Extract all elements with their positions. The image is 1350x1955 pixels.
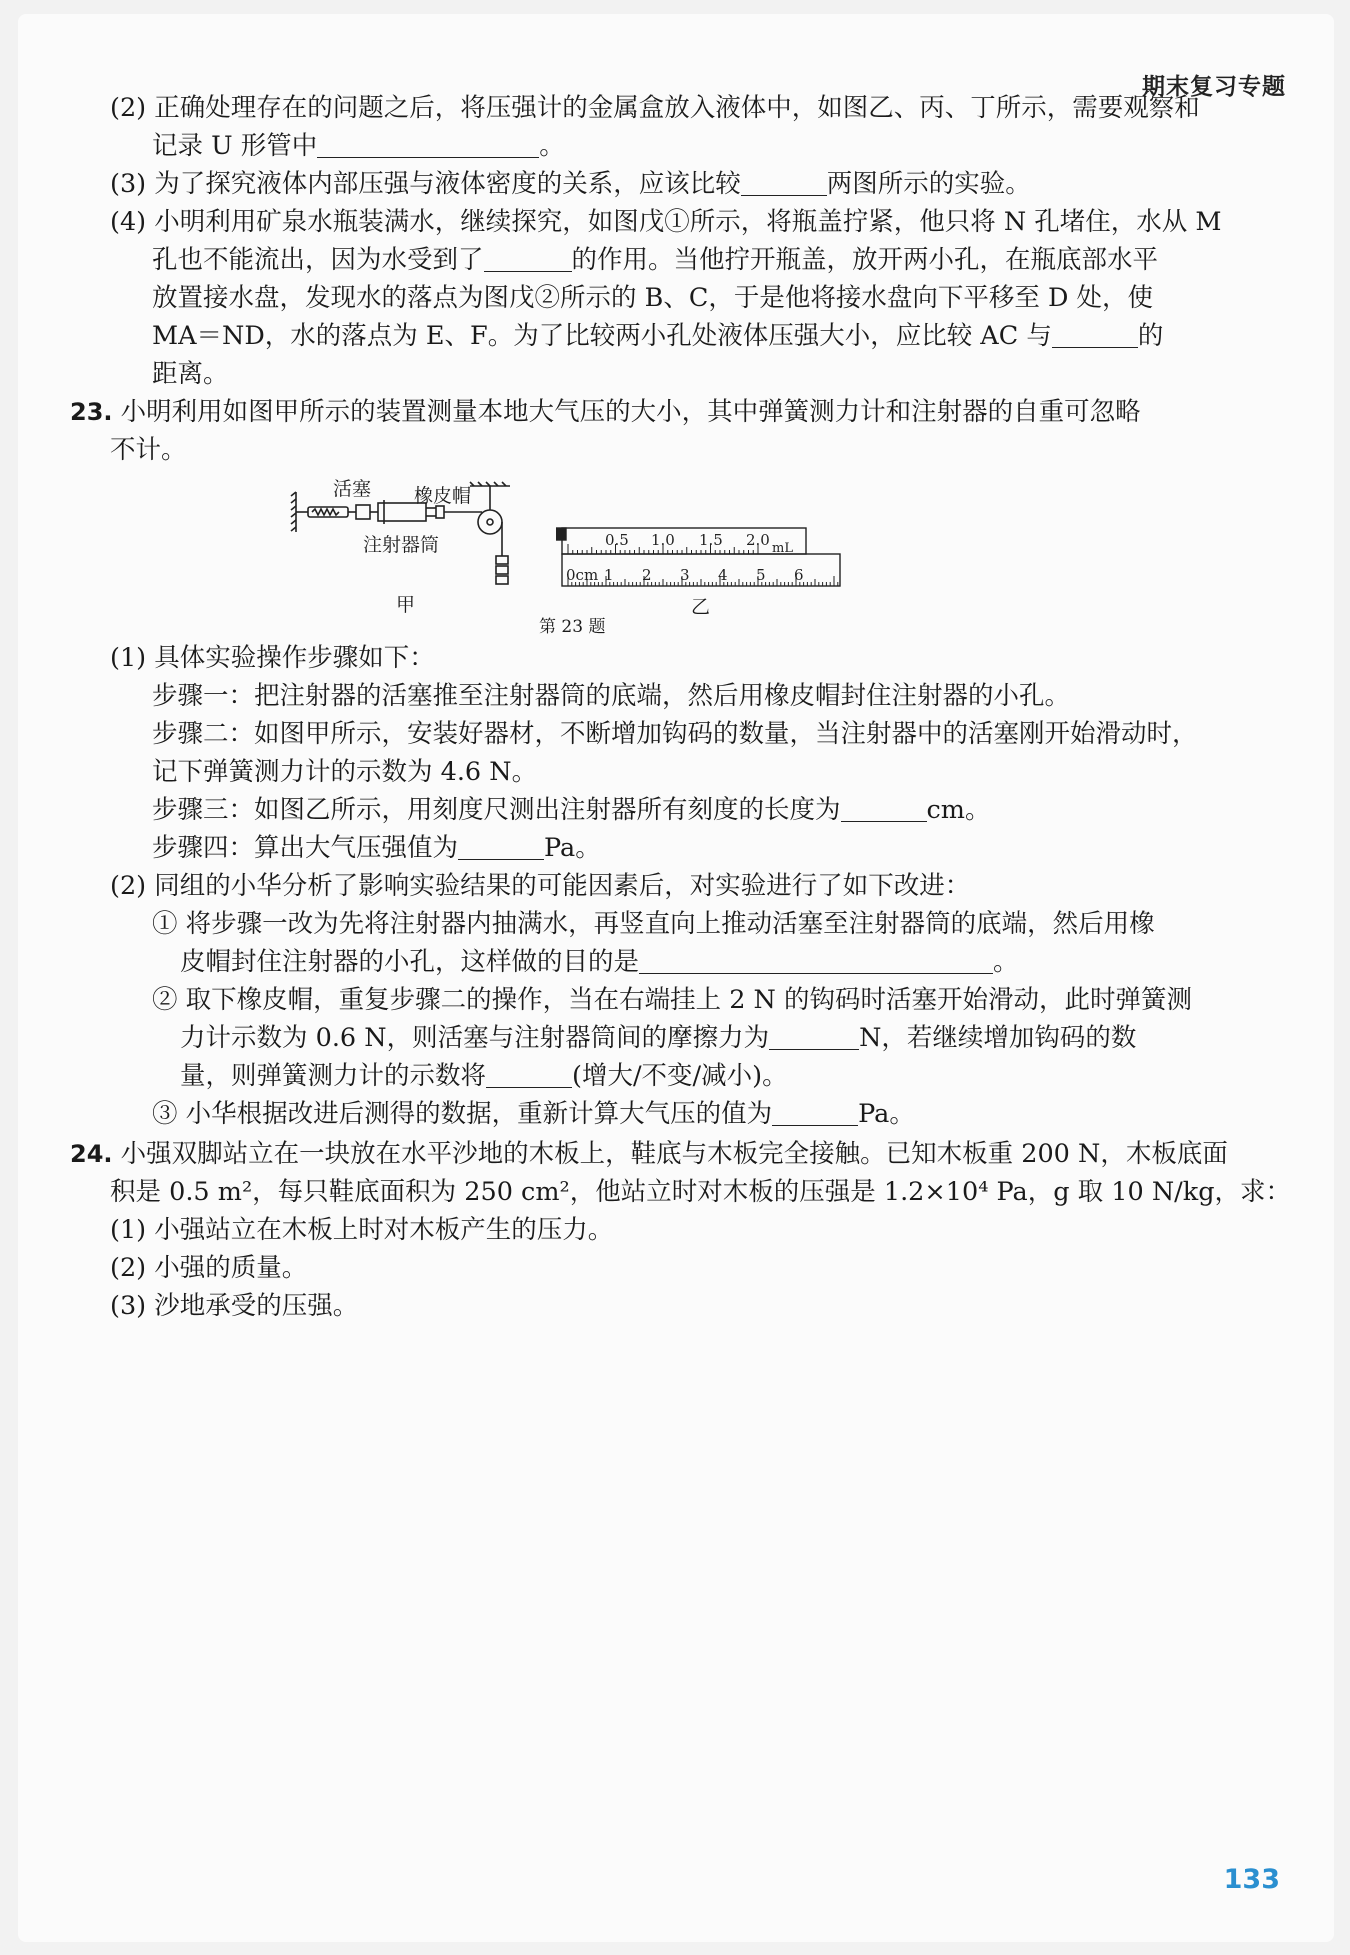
label-piston: 活塞 bbox=[333, 478, 372, 500]
q23-stem-line2: 不计。 bbox=[110, 435, 187, 465]
ruler-tick-label: 2 bbox=[642, 566, 652, 584]
q23-step4: 步骤四：算出大气压强值为 Pa。 bbox=[152, 833, 601, 863]
page-header: 期末复习专题 bbox=[1142, 74, 1286, 100]
q22-part4-line2: 孔也不能流出，因为水受到了 的作用。当他拧开瓶盖，放开两小孔，在瓶底部水平 bbox=[152, 245, 1159, 275]
q23-change2-line1: ② 取下橡皮帽，重复步骤二的操作，当在右端挂上 2 N 的钩码时活塞开始滑动，此时弹簧测 bbox=[152, 985, 1192, 1015]
label-jia: 甲 bbox=[396, 594, 416, 616]
q24-part2: (2) 小强的质量。 bbox=[110, 1253, 308, 1283]
figure-jia-apparatus bbox=[290, 470, 530, 588]
q23-part1: (1) 具体实验操作步骤如下： bbox=[110, 643, 435, 673]
answer-blank[interactable] bbox=[486, 1061, 572, 1088]
syringe-tick-label: 1.5 bbox=[699, 531, 723, 549]
question-number: 23. bbox=[70, 398, 113, 426]
q23-change3: ③ 小华根据改进后测得的数据，重新计算大气压的值为 Pa。 bbox=[152, 1099, 915, 1129]
answer-blank[interactable] bbox=[458, 833, 544, 860]
q22-part4-line3: 放置接水盘，发现水的落点为图戊②所示的 B、C，于是他将接水盘向下平移至 D 处，使 bbox=[152, 283, 1154, 313]
q23-step2-line2: 记下弹簧测力计的示数为 4.6 N。 bbox=[152, 757, 538, 787]
syringe-tick-label: 0.5 bbox=[605, 531, 629, 549]
q22-part2-line1: (2) 正确处理存在的问题之后，将压强计的金属盒放入液体中，如图乙、丙、丁所示，需要观察和 bbox=[110, 93, 1200, 123]
q23-part2: (2) 同组的小华分析了影响实验结果的可能因素后，对实验进行了如下改进： bbox=[110, 871, 971, 901]
q23-step2-line1: 步骤二：如图甲所示，安装好器材，不断增加钩码的数量，当注射器中的活塞刚开始滑动时， bbox=[152, 719, 1198, 749]
q23-change1-line1: ① 将步骤一改为先将注射器内抽满水，再竖直向上推动活塞至注射器筒的底端，然后用橡 bbox=[152, 909, 1155, 939]
q23-step1: 步骤一：把注射器的活塞推至注射器筒的底端，然后用橡皮帽封住注射器的小孔。 bbox=[152, 681, 1071, 711]
question-number: 24. bbox=[70, 1140, 113, 1168]
q23-change1-line2: 皮帽封住注射器的小孔，这样做的目的是 。 bbox=[180, 947, 1019, 977]
label-syringe-barrel: 注射器筒 bbox=[363, 534, 440, 556]
figure-caption: 第 23 题 bbox=[539, 617, 606, 637]
q22-part4-line4: MA＝ND，水的落点为 E、F。为了比较两小孔处液体压强大小，应比较 AC 与 的 bbox=[152, 321, 1164, 351]
ruler-tick-label: 5 bbox=[756, 566, 766, 584]
answer-blank[interactable] bbox=[772, 1099, 858, 1126]
answer-blank[interactable] bbox=[769, 1023, 859, 1050]
q23-step3: 步骤三：如图乙所示，用刻度尺测出注射器所有刻度的长度为 cm。 bbox=[152, 795, 991, 825]
q22-part4-line1: (4) 小明利用矿泉水瓶装满水，继续探究，如图戊①所示，将瓶盖拧紧，他只将 N 孔堵住，水从 M bbox=[110, 207, 1222, 237]
ruler-tick-label: 4 bbox=[718, 566, 728, 584]
syringe-tick-label: 1.0 bbox=[651, 531, 675, 549]
page-number: 133 bbox=[1223, 1864, 1280, 1895]
q22-part2-line2: 记录 U 形管中 。 bbox=[152, 131, 565, 161]
answer-blank[interactable] bbox=[841, 795, 927, 822]
ruler-zero-label: 0cm bbox=[566, 566, 599, 584]
q22-part3-line: (3) 为了探究液体内部压强与液体密度的关系，应该比较 两图所示的实验。 bbox=[110, 169, 1031, 199]
answer-blank[interactable] bbox=[484, 245, 572, 272]
q22-part4-line5: 距离。 bbox=[152, 359, 229, 389]
q23-stem-line1: 23. 小明利用如图甲所示的装置测量本地大气压的大小，其中弹簧测力计和注射器的自重可忽略 bbox=[70, 397, 1141, 427]
q24-stem-line1: 24. 小强双脚站立在一块放在水平沙地的木板上，鞋底与木板完全接触。已知木板重 200 N，木板底面 bbox=[70, 1139, 1228, 1169]
ruler-tick-label: 1 bbox=[604, 566, 614, 584]
q24-part3: (3) 沙地承受的压强。 bbox=[110, 1291, 359, 1321]
syringe-unit: mL bbox=[772, 541, 793, 556]
figure-yi-syringe-ruler bbox=[556, 524, 846, 590]
answer-blank[interactable] bbox=[741, 169, 827, 196]
answer-blank[interactable] bbox=[639, 947, 993, 974]
answer-blank[interactable] bbox=[1052, 321, 1138, 348]
q23-change2-line2: 力计示数为 0.6 N，则活塞与注射器筒间的摩擦力为 N，若继续增加钩码的数 bbox=[180, 1023, 1137, 1053]
q23-change2-line3: 量，则弹簧测力计的示数将 (增大/不变/减小)。 bbox=[180, 1061, 788, 1091]
label-yi: 乙 bbox=[691, 596, 711, 618]
answer-blank[interactable] bbox=[317, 131, 539, 158]
syringe-tick-label: 2.0 bbox=[746, 531, 770, 549]
ruler-tick-label: 6 bbox=[794, 566, 804, 584]
ruler-tick-label: 3 bbox=[680, 566, 690, 584]
q24-part1: (1) 小强站立在木板上时对木板产生的压力。 bbox=[110, 1215, 614, 1245]
q24-stem-line2: 积是 0.5 m²，每只鞋底面积为 250 cm²，他站立时对木板的压强是 1.2×10⁴ Pa，g 取 10 N/kg，求： bbox=[110, 1177, 1292, 1207]
label-rubber-cap: 橡皮帽 bbox=[414, 485, 472, 507]
